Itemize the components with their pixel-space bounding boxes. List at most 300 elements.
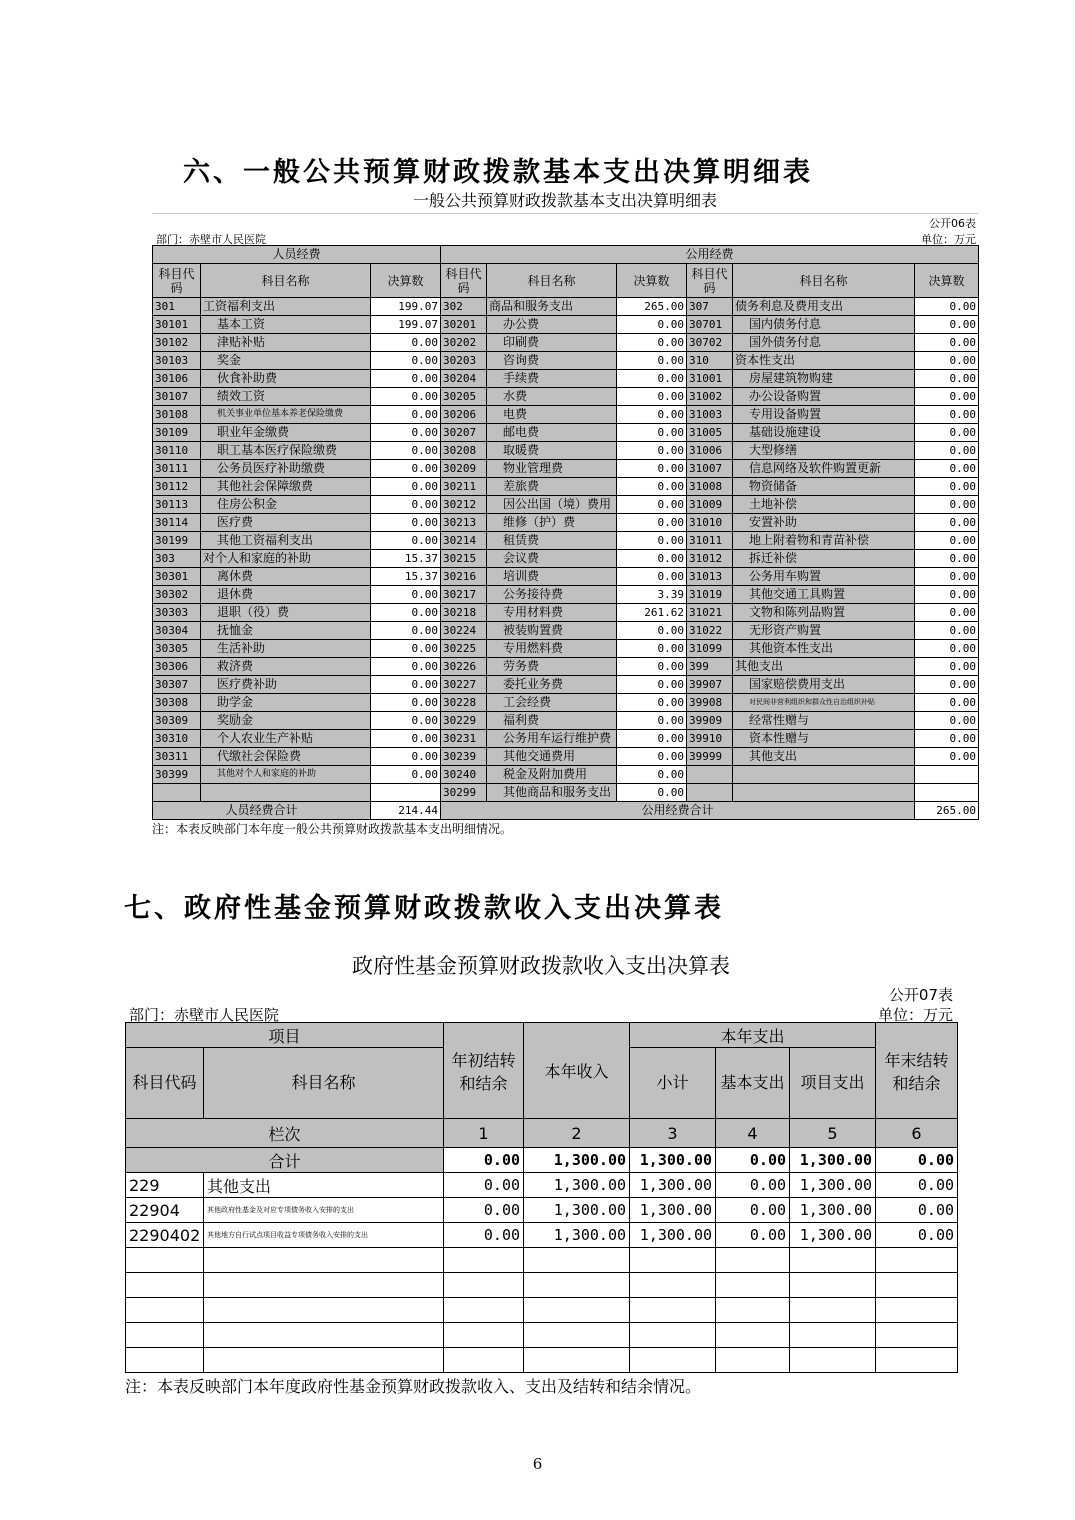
subject-name: 水费 (487, 388, 617, 406)
subject-name: 奖金 (201, 352, 371, 370)
subject-code: 30217 (441, 586, 487, 604)
subject-code: 30307 (153, 676, 201, 694)
personnel-total-label: 人员经费合计 (153, 802, 371, 820)
subject-name: 工会经费 (487, 694, 617, 712)
table-7-meta-row (125, 982, 957, 1022)
subject-name: 维修（护）费 (487, 514, 617, 532)
subject-code: 30108 (153, 406, 201, 424)
header-subtotal: 小计 (630, 1048, 716, 1119)
subject-name: 个人农业生产补贴 (201, 730, 371, 748)
table-row (153, 370, 979, 388)
group-public-header: 公用经费 (441, 246, 979, 264)
subject-code: 30240 (441, 766, 487, 784)
table-row (153, 694, 979, 712)
subject-amount: 0.00 (915, 352, 979, 370)
subject-code: 30211 (441, 478, 487, 496)
subject-code: 30302 (153, 586, 201, 604)
empty-cell (126, 1348, 204, 1373)
empty-cell (444, 1298, 524, 1323)
subject-code: 30225 (441, 640, 487, 658)
subject-name: 助学金 (201, 694, 371, 712)
government-fund-table (125, 1022, 958, 1373)
subject-amount: 0.00 (617, 748, 687, 766)
header-code: 科目代码 (126, 1048, 204, 1119)
subject-amount: 0.00 (617, 676, 687, 694)
empty-cell (204, 1348, 444, 1373)
subject-amount: 0.00 (915, 460, 979, 478)
subject-name: 培训费 (487, 568, 617, 586)
subject-amount: 199.07 (371, 316, 441, 334)
subject-amount: 0.00 (915, 586, 979, 604)
subject-amount: 0.00 (371, 658, 441, 676)
column-number-label: 栏次 (126, 1119, 444, 1148)
empty-cell (444, 1348, 524, 1373)
empty-row (126, 1273, 958, 1298)
subject-amount: 0.00 (915, 568, 979, 586)
subject-amount: 0.00 (915, 298, 979, 316)
subject-name: 公务用车运行维护费 (487, 730, 617, 748)
subject-code: 31002 (687, 388, 733, 406)
table-row (153, 676, 979, 694)
subject-amount: 0.00 (371, 532, 441, 550)
subject-amount: 0.00 (371, 424, 441, 442)
table-row (153, 640, 979, 658)
subject-name: 对民间非营利组织和群众性自治组织补贴 (733, 694, 915, 712)
col-amount-header: 决算数 (915, 264, 979, 298)
subject-name: 物资储备 (733, 478, 915, 496)
subject-code: 31009 (687, 496, 733, 514)
table-6-note: 注：本表反映部门本年度一般公共预算财政拨款基本支出明细情况。 (152, 822, 513, 836)
empty-row (126, 1298, 958, 1323)
subject-amount (915, 784, 979, 802)
subject-code: 31012 (687, 550, 733, 568)
subject-amount: 0.00 (617, 568, 687, 586)
subject-name: 其他对个人和家庭的补助 (201, 766, 371, 784)
subject-name: 印刷费 (487, 334, 617, 352)
subject-amount: 0.00 (915, 622, 979, 640)
subject-amount: 0.00 (371, 352, 441, 370)
col-code-header: 科目代码 (153, 264, 201, 298)
empty-cell (444, 1273, 524, 1298)
subject-name: 医疗费补助 (201, 676, 371, 694)
subject-code: 30308 (153, 694, 201, 712)
subject-name: 离休费 (201, 568, 371, 586)
empty-row (126, 1248, 958, 1273)
table-row (153, 496, 979, 514)
subject-name: 抚恤金 (201, 622, 371, 640)
subject-name: 其他支出 (733, 748, 915, 766)
table-row (153, 514, 979, 532)
subject-code: 30203 (441, 352, 487, 370)
subject-code: 39909 (687, 712, 733, 730)
table-7-sheet (125, 950, 957, 1399)
table-row (126, 1173, 958, 1198)
table-row (153, 586, 979, 604)
empty-cell (524, 1323, 630, 1348)
amount-cell: 0.00 (876, 1198, 958, 1223)
column-number: 2 (524, 1119, 630, 1148)
empty-cell (716, 1348, 790, 1373)
subject-code: 31005 (687, 424, 733, 442)
column-number: 1 (444, 1119, 524, 1148)
header-begin-balance: 年初结转和结余 (444, 1023, 524, 1119)
subject-name: 公务用车购置 (733, 568, 915, 586)
table-6-meta-row (152, 230, 978, 245)
empty-cell (790, 1323, 876, 1348)
subject-amount: 0.00 (617, 550, 687, 568)
subject-name: 税金及附加费用 (487, 766, 617, 784)
subject-amount: 0.00 (617, 370, 687, 388)
subject-code: 30199 (153, 532, 201, 550)
subject-code: 30213 (441, 514, 487, 532)
subject-code: 30111 (153, 460, 201, 478)
subject-code: 30227 (441, 676, 487, 694)
subject-name: 其他交通工具购置 (733, 586, 915, 604)
amount-cell: 0.00 (876, 1223, 958, 1248)
subject-code: 302 (441, 298, 487, 316)
amount-cell: 0.00 (444, 1198, 524, 1223)
subject-name: 大型修缮 (733, 442, 915, 460)
empty-row (126, 1348, 958, 1373)
subject-amount: 0.00 (371, 712, 441, 730)
subject-amount: 0.00 (915, 676, 979, 694)
subject-code: 30224 (441, 622, 487, 640)
public-total-label: 公用经费合计 (441, 802, 915, 820)
subject-name (733, 766, 915, 784)
col-amount-header: 决算数 (371, 264, 441, 298)
subject-amount: 0.00 (371, 676, 441, 694)
table-7-department: 部门：赤壁市人民医院 (129, 1006, 280, 1024)
sum-value: 1,300.00 (630, 1148, 716, 1173)
empty-cell (524, 1273, 630, 1298)
subject-code (687, 784, 733, 802)
subject-code: 30226 (441, 658, 487, 676)
empty-cell (126, 1248, 204, 1273)
empty-cell (204, 1323, 444, 1348)
subject-name: 信息网络及软件购置更新 (733, 460, 915, 478)
subject-code: 39999 (687, 748, 733, 766)
subject-amount: 199.07 (371, 298, 441, 316)
subject-code: 303 (153, 550, 201, 568)
table-row (153, 532, 979, 550)
personnel-total-value: 214.44 (371, 802, 441, 820)
subject-code: 30309 (153, 712, 201, 730)
col-name-header: 科目名称 (487, 264, 617, 298)
subject-code: 31013 (687, 568, 733, 586)
subject-code: 30228 (441, 694, 487, 712)
subject-name: 手续费 (487, 370, 617, 388)
subject-name: 基础设施建设 (733, 424, 915, 442)
table-6-department: 部门：赤壁市人民医院 (156, 233, 266, 246)
subject-amount: 0.00 (915, 424, 979, 442)
amount-cell: 1,300.00 (790, 1223, 876, 1248)
subject-amount (371, 784, 441, 802)
column-number: 6 (876, 1119, 958, 1148)
table-7-title: 政府性基金预算财政拨款收入支出决算表 (352, 954, 730, 978)
table-row (153, 424, 979, 442)
subject-name: 职业年金缴费 (201, 424, 371, 442)
table-row (153, 604, 979, 622)
subject-amount: 0.00 (371, 442, 441, 460)
subject-code: 30113 (153, 496, 201, 514)
subject-amount: 0.00 (371, 730, 441, 748)
subject-amount: 0.00 (371, 460, 441, 478)
subject-name: 退职（役）费 (201, 604, 371, 622)
subject-name: 生活补助 (201, 640, 371, 658)
subject-name: 伙食补助费 (201, 370, 371, 388)
col-code-header: 科目代码 (687, 264, 733, 298)
subject-name: 资本性赠与 (733, 730, 915, 748)
section-7-heading: 七、政府性基金预算财政拨款收入支出决算表 (124, 893, 724, 924)
subject-amount: 0.00 (617, 730, 687, 748)
subject-amount: 0.00 (617, 496, 687, 514)
subject-code: 31003 (687, 406, 733, 424)
header-name: 科目名称 (204, 1048, 444, 1119)
subject-amount: 0.00 (371, 388, 441, 406)
table-7-form-number: 公开07表 (888, 986, 953, 1004)
subject-amount: 0.00 (617, 784, 687, 802)
subject-code: 39910 (687, 730, 733, 748)
table-6-title: 一般公共预算财政拨款基本支出决算明细表 (152, 188, 978, 214)
subject-amount: 15.37 (371, 568, 441, 586)
subject-code: 30106 (153, 370, 201, 388)
sum-label: 合计 (126, 1148, 444, 1173)
subject-code: 30299 (441, 784, 487, 802)
subject-amount: 3.39 (617, 586, 687, 604)
subject-amount: 15.37 (371, 550, 441, 568)
subject-name: 津贴补贴 (201, 334, 371, 352)
subject-amount: 0.00 (915, 730, 979, 748)
subject-code: 30216 (441, 568, 487, 586)
subject-code: 30102 (153, 334, 201, 352)
subject-name: 商品和服务支出 (487, 298, 617, 316)
subject-amount: 0.00 (915, 334, 979, 352)
subject-amount: 0.00 (915, 478, 979, 496)
subject-name: 其他工资福利支出 (201, 532, 371, 550)
table-6-group-header (153, 246, 979, 264)
amount-cell: 1,300.00 (524, 1173, 630, 1198)
subject-amount: 0.00 (617, 442, 687, 460)
subject-code: 30201 (441, 316, 487, 334)
subject-code: 2290402 (126, 1223, 204, 1248)
subject-amount: 0.00 (915, 370, 979, 388)
subject-name: 拆迁补偿 (733, 550, 915, 568)
table-row (153, 568, 979, 586)
subject-name: 其他社会保障缴费 (201, 478, 371, 496)
subject-amount: 265.00 (617, 298, 687, 316)
header-expense: 本年支出 (630, 1023, 876, 1048)
subject-name: 其他商品和服务支出 (487, 784, 617, 802)
subject-code: 31011 (687, 532, 733, 550)
empty-cell (716, 1323, 790, 1348)
subject-name: 会议费 (487, 550, 617, 568)
table-row (126, 1223, 958, 1248)
subject-name: 债务利息及费用支出 (733, 298, 915, 316)
subject-amount: 0.00 (915, 640, 979, 658)
header-project: 项目支出 (790, 1048, 876, 1119)
amount-cell: 1,300.00 (790, 1198, 876, 1223)
subject-name: 其他支出 (733, 658, 915, 676)
subject-code (687, 766, 733, 784)
subject-name: 住房公积金 (201, 496, 371, 514)
group-personnel-header: 人员经费 (153, 246, 441, 264)
subject-name: 取暖费 (487, 442, 617, 460)
subject-code: 30107 (153, 388, 201, 406)
subject-code: 30239 (441, 748, 487, 766)
table-6-unit: 单位：万元 (921, 233, 976, 246)
empty-cell (630, 1248, 716, 1273)
subject-name: 文物和陈列品购置 (733, 604, 915, 622)
subject-code: 30310 (153, 730, 201, 748)
column-number: 5 (790, 1119, 876, 1148)
subject-amount: 0.00 (617, 316, 687, 334)
header-basic: 基本支出 (716, 1048, 790, 1119)
subject-code: 30110 (153, 442, 201, 460)
subject-code: 30229 (441, 712, 487, 730)
table-row (153, 298, 979, 316)
column-number: 4 (716, 1119, 790, 1148)
empty-cell (876, 1248, 958, 1273)
table-row (153, 766, 979, 784)
subject-code: 31099 (687, 640, 733, 658)
subject-code: 30114 (153, 514, 201, 532)
empty-cell (876, 1273, 958, 1298)
empty-cell (716, 1248, 790, 1273)
column-number-row (126, 1119, 958, 1148)
subject-amount: 261.62 (617, 604, 687, 622)
header-end-balance: 年末结转和结余 (876, 1023, 958, 1119)
empty-cell (524, 1248, 630, 1273)
empty-cell (790, 1273, 876, 1298)
basic-expenditure-table (152, 245, 979, 820)
subject-code: 30301 (153, 568, 201, 586)
subject-code: 30701 (687, 316, 733, 334)
amount-cell: 1,300.00 (630, 1198, 716, 1223)
subject-code: 30212 (441, 496, 487, 514)
table-row (153, 748, 979, 766)
subject-name: 房屋建筑物购建 (733, 370, 915, 388)
table-row (153, 784, 979, 802)
subject-name: 委托业务费 (487, 676, 617, 694)
section-6-heading: 六、一般公共预算财政拨款基本支出决算明细表 (183, 157, 813, 188)
subject-name (733, 784, 915, 802)
subject-code: 31007 (687, 460, 733, 478)
subject-code: 30303 (153, 604, 201, 622)
empty-cell (790, 1348, 876, 1373)
subject-code: 39907 (687, 676, 733, 694)
subject-name: 奖励金 (201, 712, 371, 730)
subject-amount: 0.00 (915, 406, 979, 424)
subject-amount: 0.00 (617, 766, 687, 784)
subject-name: 邮电费 (487, 424, 617, 442)
subject-amount: 0.00 (915, 514, 979, 532)
subject-amount: 0.00 (915, 658, 979, 676)
subject-name: 救济费 (201, 658, 371, 676)
page-number: 6 (532, 1455, 543, 1473)
subject-name: 职工基本医疗保险缴费 (201, 442, 371, 460)
empty-cell (204, 1273, 444, 1298)
subject-name: 专用材料费 (487, 604, 617, 622)
subject-amount: 0.00 (617, 406, 687, 424)
subject-name: 办公设备购置 (733, 388, 915, 406)
subject-code: 31021 (687, 604, 733, 622)
subject-code: 30112 (153, 478, 201, 496)
subject-name: 绩效工资 (201, 388, 371, 406)
subject-code: 399 (687, 658, 733, 676)
subject-name: 其他交通费用 (487, 748, 617, 766)
subject-name: 土地补偿 (733, 496, 915, 514)
subject-amount: 0.00 (915, 550, 979, 568)
table-row (153, 442, 979, 460)
empty-cell (876, 1323, 958, 1348)
table-6-form-row (152, 214, 978, 230)
empty-cell (630, 1273, 716, 1298)
subject-amount: 0.00 (371, 622, 441, 640)
subject-amount: 0.00 (371, 370, 441, 388)
subject-name (201, 784, 371, 802)
sum-value: 1,300.00 (790, 1148, 876, 1173)
subject-amount: 0.00 (617, 694, 687, 712)
empty-cell (630, 1323, 716, 1348)
subject-amount: 0.00 (617, 460, 687, 478)
table-row (153, 460, 979, 478)
subject-amount: 0.00 (915, 748, 979, 766)
subject-amount: 0.00 (617, 622, 687, 640)
subject-name: 资本性支出 (733, 352, 915, 370)
subject-amount (915, 766, 979, 784)
subject-code: 30101 (153, 316, 201, 334)
subject-code: 30214 (441, 532, 487, 550)
empty-cell (204, 1248, 444, 1273)
subject-code: 307 (687, 298, 733, 316)
subject-code (153, 784, 201, 802)
subject-amount: 0.00 (371, 496, 441, 514)
sum-value: 0.00 (716, 1148, 790, 1173)
subject-name: 公务接待费 (487, 586, 617, 604)
empty-cell (126, 1273, 204, 1298)
amount-cell: 1,300.00 (524, 1223, 630, 1248)
subject-name: 国家赔偿费用支出 (733, 676, 915, 694)
subject-code: 30215 (441, 550, 487, 568)
subject-code: 30231 (441, 730, 487, 748)
amount-cell: 1,300.00 (630, 1223, 716, 1248)
subject-code: 301 (153, 298, 201, 316)
empty-cell (790, 1248, 876, 1273)
subject-name: 国内债务付息 (733, 316, 915, 334)
subject-code: 31022 (687, 622, 733, 640)
subject-amount: 0.00 (617, 478, 687, 496)
subject-amount: 0.00 (617, 640, 687, 658)
empty-cell (630, 1348, 716, 1373)
table-row (153, 352, 979, 370)
amount-cell: 0.00 (876, 1173, 958, 1198)
subject-code: 30306 (153, 658, 201, 676)
sum-value: 0.00 (876, 1148, 958, 1173)
subject-name: 租赁费 (487, 532, 617, 550)
subject-code: 31001 (687, 370, 733, 388)
col-name-header: 科目名称 (201, 264, 371, 298)
subject-name: 其他地方自行试点项目收益专项债务收入安排的支出 (204, 1223, 444, 1248)
table-7-note: 注：本表反映部门本年度政府性基金预算财政拨款收入、支出及结转和结余情况。 (125, 1377, 702, 1396)
subject-name: 办公费 (487, 316, 617, 334)
subject-name: 退休费 (201, 586, 371, 604)
amount-cell: 0.00 (716, 1223, 790, 1248)
subject-name: 无形资产购置 (733, 622, 915, 640)
empty-cell (716, 1273, 790, 1298)
subject-amount: 0.00 (371, 586, 441, 604)
subject-code: 31008 (687, 478, 733, 496)
subject-name: 国外债务付息 (733, 334, 915, 352)
